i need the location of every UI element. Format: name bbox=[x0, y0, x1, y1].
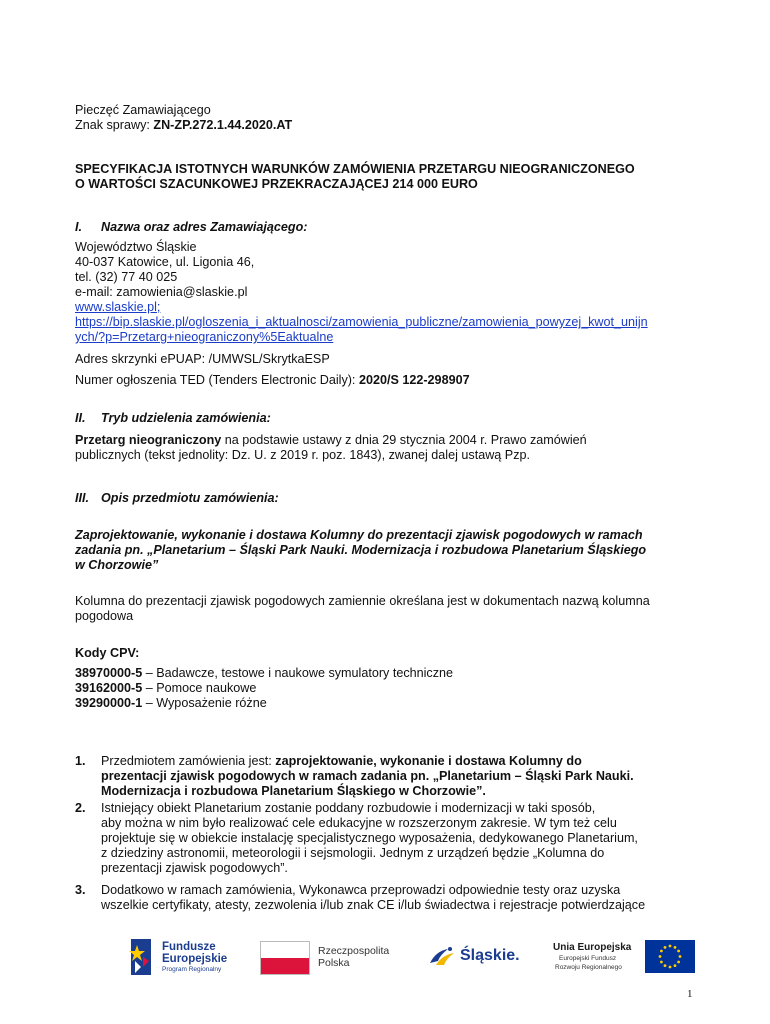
list-item-line: aby można w nim było realizować cele edukacyjne w rozszerzonym zakresie. W tym też celu bbox=[101, 816, 617, 830]
list-item-line: Modernizacja i rozbudowa Planetarium Śląskiego w Chorzowie”. bbox=[101, 784, 486, 798]
ue-text-3: Rozwoju Regionalnego bbox=[555, 964, 622, 971]
case-label: Znak sprawy: bbox=[75, 118, 154, 132]
fe-star-icon bbox=[125, 937, 157, 977]
ted-line bbox=[75, 373, 470, 388]
rp-text-1: Rzeczpospolita bbox=[318, 945, 390, 957]
address-line: Województwo Śląskie bbox=[75, 240, 197, 254]
fe-text-3: Program Regionalny bbox=[162, 966, 222, 973]
alias-line: Kolumna do prezentacji zjawisk pogodowych zamiennie określana jest w dokumentach nazwą kolumna bbox=[75, 594, 650, 608]
cpv-desc: – Wyposażenie różne bbox=[142, 696, 267, 710]
cpv-title: Kody CPV: bbox=[75, 646, 140, 660]
section1-number: I. bbox=[75, 220, 82, 234]
address-line: 40-037 Katowice, ul. Ligonia 46, bbox=[75, 255, 255, 269]
address-line: tel. (32) 77 40 025 bbox=[75, 270, 178, 284]
website-link[interactable]: www.slaskie.pl; bbox=[75, 300, 161, 314]
cpv-desc: – Pomoce naukowe bbox=[142, 681, 257, 695]
cpv-row bbox=[75, 696, 267, 711]
cpv-code: 39162000-5 bbox=[75, 681, 143, 695]
bip-link-continued[interactable]: ych/?p=Przetarg+nieograniczony%5Eaktualne bbox=[75, 330, 334, 344]
procedure-type: Przetarg nieograniczony bbox=[75, 433, 222, 447]
list-item-line: prezentacji zjawisk pogodowych”. bbox=[101, 861, 288, 875]
ted-label: Numer ogłoszenia TED (Tenders Electronic Daily): bbox=[75, 373, 359, 387]
case-line bbox=[75, 118, 292, 133]
slaskie-bird-icon bbox=[428, 945, 456, 969]
subject-line: Zaprojektowanie, wykonanie i dostawa Kolumny do prezentacji zjawisk pogodowych w ramach bbox=[75, 528, 643, 542]
section3-number: III. bbox=[75, 491, 89, 505]
page-number: 1 bbox=[687, 988, 693, 1000]
cpv-desc: – Badawcze, testowe i naukowe symulatory techniczne bbox=[142, 666, 454, 680]
section3-title: Opis przedmiotu zamówienia: bbox=[101, 491, 279, 505]
list-number: 2. bbox=[75, 801, 86, 815]
list-lead-bold: zaprojektowanie, wykonanie i dostawa Kolumny do bbox=[275, 754, 582, 768]
list-number: 3. bbox=[75, 883, 86, 897]
cpv-code: 39290000-1 bbox=[75, 696, 143, 710]
ted-number: 2020/S 122-298907 bbox=[358, 373, 470, 387]
slaskie-text: Śląskie. bbox=[460, 947, 520, 964]
cpv-code: 38970000-5 bbox=[75, 666, 143, 680]
procedure-line bbox=[75, 433, 587, 448]
section2-title: Tryb udzielenia zamówienia: bbox=[101, 411, 271, 425]
address-line: e-mail: zamowienia@slaskie.pl bbox=[75, 285, 248, 299]
doc-title-line1: SPECYFIKACJA ISTOTNYCH WARUNKÓW ZAMÓWIENIA PRZETARGU NIEOGRANICZONEGO bbox=[75, 162, 635, 176]
list-item-line: Istniejący obiekt Planetarium zostanie poddany rozbudowie i modernizacji w taki sposób, bbox=[101, 801, 596, 815]
list-item-line bbox=[101, 754, 582, 769]
ue-text-1: Unia Europejska bbox=[553, 942, 632, 953]
list-number: 1. bbox=[75, 754, 86, 768]
list-item-line: wszelkie certyfikaty, atesty, zezwolenia i/lub znak CE i/lub świadectwa i rejestracje potwierdzające bbox=[101, 898, 646, 912]
procedure-line-2: publicznych (tekst jednolity: Dz. U. z 2019 r. poz. 1843), zwanej dalej ustawą Pzp. bbox=[75, 448, 531, 462]
fe-text-2: Europejskie bbox=[162, 953, 228, 965]
subject-line: w Chorzowie” bbox=[75, 558, 159, 572]
epuap-line: Adres skrzynki ePUAP: /UMWSL/SkrytkaESP bbox=[75, 352, 330, 366]
ue-text-2: Europejski Fundusz bbox=[559, 955, 617, 962]
unia-europejska-logo bbox=[545, 940, 700, 976]
rzeczpospolita-logo bbox=[260, 941, 410, 977]
section1-title: Nazwa oraz adres Zamawiającego: bbox=[101, 220, 308, 234]
eu-flag-icon bbox=[645, 940, 695, 973]
alias-line: pogodowa bbox=[75, 609, 134, 623]
polish-flag-icon bbox=[260, 941, 310, 975]
rp-text-2: Polska bbox=[318, 957, 350, 969]
doc-title-line2: O WARTOŚCI SZACUNKOWEJ PRZEKRACZAJĄCEJ 214 000 EURO bbox=[75, 177, 478, 191]
section2-number: II. bbox=[75, 411, 86, 425]
list-item-line: prezentacji zjawisk pogodowych w ramach zadania pn. „Planetarium – Śląski Park Nauki. bbox=[101, 769, 634, 783]
list-item-line: Dodatkowo w ramach zamówienia, Wykonawca przeprowadzi odpowiednie testy oraz uzyska bbox=[101, 883, 621, 897]
fe-text-1: Fundusze bbox=[162, 941, 216, 953]
stamp-label: Pieczęć Zamawiającego bbox=[75, 103, 211, 117]
cpv-row bbox=[75, 666, 453, 681]
list-item-line: projektuje się w obiekcie instalację specjalistycznego wyposażenia, dedykowanego Planetarium, bbox=[101, 831, 638, 845]
case-number: ZN-ZP.272.1.44.2020.AT bbox=[153, 118, 293, 132]
bip-link[interactable]: https://bip.slaskie.pl/ogloszenia_i_aktualnosci/zamowienia_publiczne/zamowienia_powyzej_kwot_unijn bbox=[75, 315, 648, 329]
slaskie-logo bbox=[428, 945, 528, 971]
procedure-basis: na podstawie ustawy z dnia 29 stycznia 2004 r. Prawo zamówień bbox=[221, 433, 587, 447]
list-lead: Przedmiotem zamówienia jest: bbox=[101, 754, 276, 768]
cpv-row bbox=[75, 681, 256, 696]
list-item-line: z dziedziny astronomii, meteorologii i sejsmologii. Jednym z urządzeń będzie „Kolumna do bbox=[101, 846, 605, 860]
subject-line: zadania pn. „Planetarium – Śląski Park Nauki. Modernizacja i rozbudowa Planetarium Śląskiego bbox=[75, 543, 647, 557]
fundusze-europejskie-logo bbox=[125, 937, 240, 979]
